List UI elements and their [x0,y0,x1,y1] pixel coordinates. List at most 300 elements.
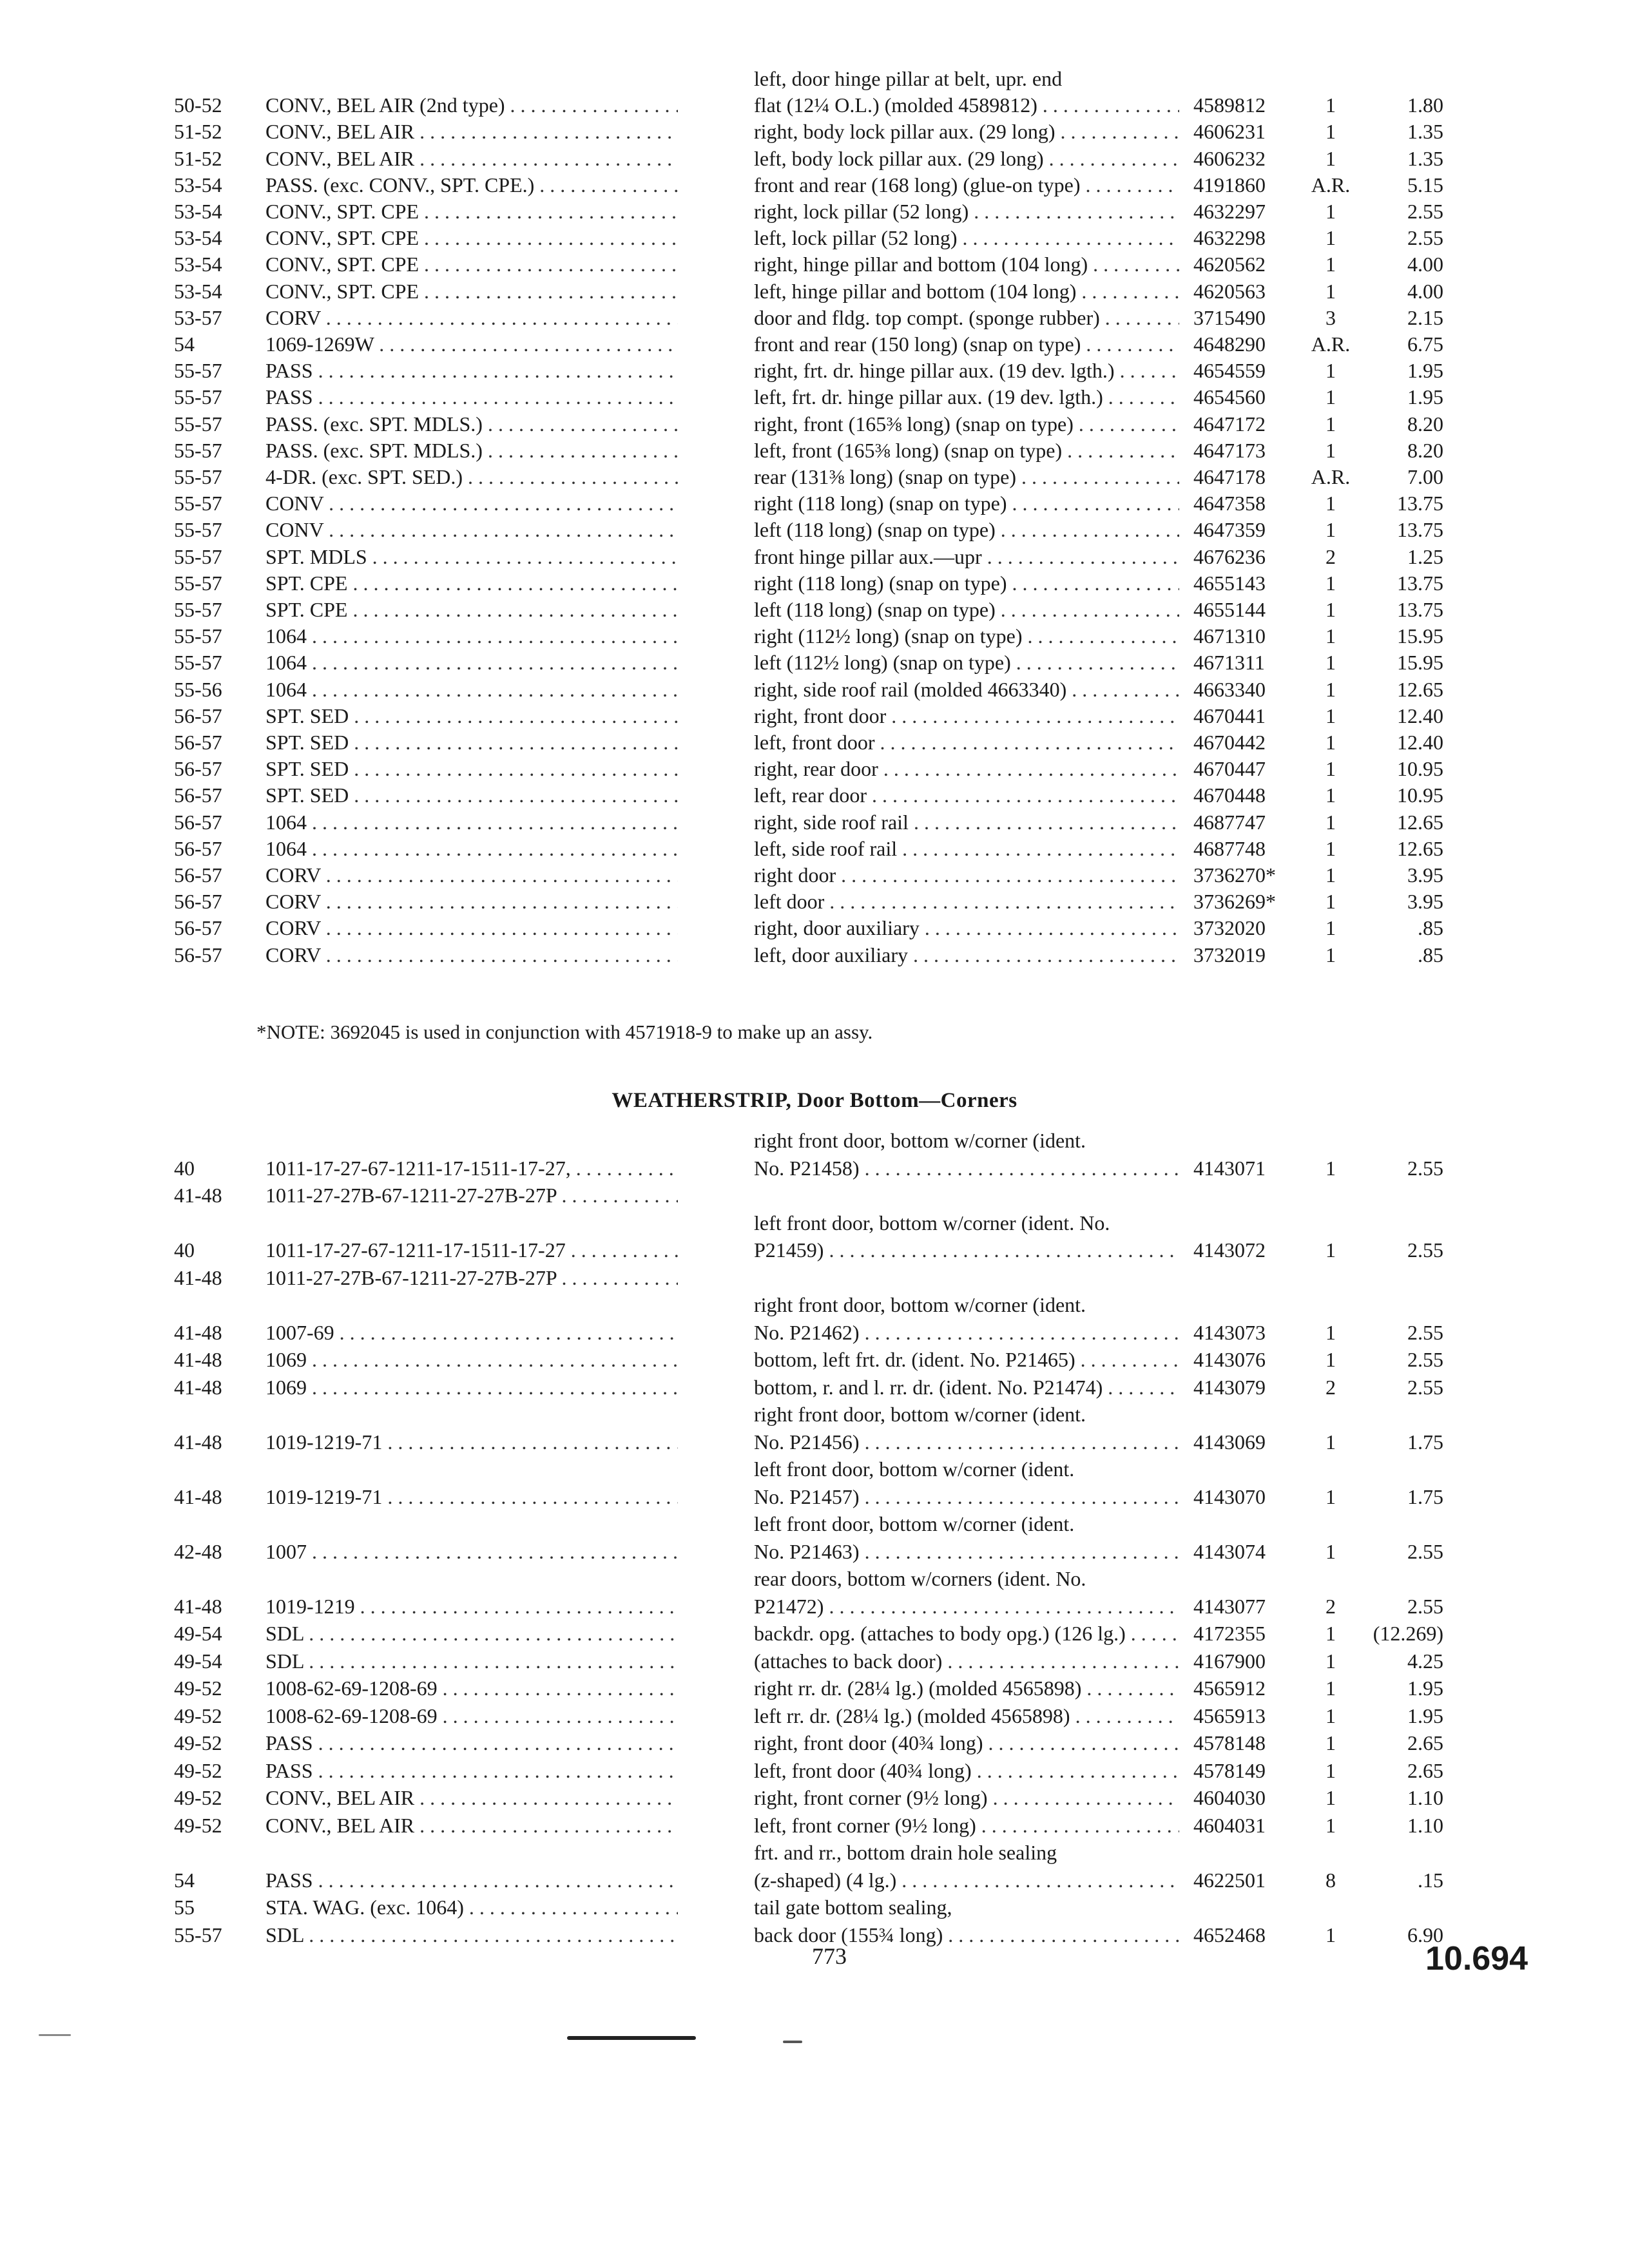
part-number-cell: 4648290 [1193,332,1266,356]
price-cell: 1.10 [1407,1813,1443,1837]
table-row [0,622,1629,650]
part-number-cell: 4670442 [1193,731,1266,754]
description-cell: left rr. dr. (28¼ lg.) (molded 4565898) . . . [754,1702,1179,1730]
year-cell: 41-48 [174,1594,222,1618]
price-cell: 2.55 [1407,1238,1443,1262]
part-number-cell: 4606231 [1193,120,1266,144]
quantity-cell: 1 [1325,863,1336,887]
year-cell: 56-57 [174,757,222,781]
table-row [0,1702,1629,1730]
part-number-cell: 4632297 [1193,200,1266,223]
part-number-cell: 4143069 [1193,1430,1266,1454]
description-cell: right, front door (40¾ long) . . . [754,1729,1179,1757]
year-cell: 55-57 [174,385,222,409]
description-cell: front hinge pillar aux.—upr . . . [754,543,1179,571]
year-cell: 54 [174,332,195,356]
part-number-cell: 4687748 [1193,836,1266,860]
price-cell: 12.40 [1397,704,1443,727]
description-cell: left, rear door . . . [754,781,1179,809]
description-cell: left (118 long) (snap on type) . . . [754,515,1179,544]
footnote: *NOTE: 3692045 is used in conjunction with 4571918-9 to make up an assy. [256,1021,873,1043]
description-cell: left, side roof rail . . . [754,834,1179,863]
description-cell: right front door, bottom w/corner (ident. [754,1293,1086,1316]
price-cell: 2.65 [1407,1758,1443,1782]
part-number-cell: 4647358 [1193,492,1266,515]
quantity-cell: 1 [1325,1923,1336,1946]
quantity-cell: 1 [1325,731,1336,754]
price-cell: 2.55 [1407,1156,1443,1180]
part-number-cell: 4191860 [1193,173,1266,197]
model-cell: 1011-27-27B-67-1211-27-27B-27P . . . [265,1264,678,1292]
year-cell: 53-54 [174,200,222,223]
model-cell: SPT. CPE . . . [265,569,678,597]
description-cell: left, lock pillar (52 long) . . . [754,224,1179,252]
part-number-cell: 4143071 [1193,1156,1266,1180]
part-number-cell: 3736270* [1193,863,1276,887]
quantity-cell: 1 [1325,279,1336,303]
price-cell: 10.95 [1397,783,1443,807]
part-number-cell: 4620562 [1193,253,1266,276]
year-cell: 50-52 [174,93,222,117]
table-row [0,489,1629,517]
price-cell: 1.95 [1407,1677,1443,1700]
part-number-cell: 4143070 [1193,1485,1266,1508]
price-cell: 3.95 [1407,890,1443,914]
description-cell: right (118 long) (snap on type) . . . [754,569,1179,597]
year-cell: 54 [174,1868,195,1892]
table-row [0,595,1629,624]
quantity-cell: 2 [1325,544,1336,568]
model-cell: SPT. SED . . . [265,754,678,783]
model-cell: 4-DR. (exc. SPT. SED.) . . . [265,463,678,491]
table-row [0,1510,1629,1538]
year-cell: 55-56 [174,677,222,701]
table-row [0,1483,1629,1511]
price-cell: .15 [1418,1868,1443,1892]
description-cell: No. P21458) . . . [754,1154,1179,1182]
part-number-cell: 4143072 [1193,1238,1266,1262]
document-reference: 10.694 [1425,1940,1528,1977]
year-cell: 56-57 [174,783,222,807]
model-cell: 1069-1269W . . . [265,330,678,358]
description-cell: right, front corner (9½ long) . . . [754,1783,1179,1812]
price-cell: 2.55 [1407,1594,1443,1618]
price-cell: 1.25 [1407,544,1443,568]
part-number-cell: 4143074 [1193,1539,1266,1563]
table-row [0,277,1629,305]
table-row [0,543,1629,571]
quantity-cell: 2 [1325,1594,1336,1618]
description-cell: No. P21457) . . . [754,1483,1179,1511]
quantity-cell: 1 [1325,1238,1336,1262]
model-cell: PASS. (exc. SPT. MDLS.) . . . [265,410,678,438]
section-title-main: WEATHERSTRIP, [612,1089,792,1112]
description-cell: right door . . . [754,861,1179,889]
table-row [0,861,1629,889]
year-cell: 56-57 [174,836,222,860]
model-cell: PASS. (exc. CONV., SPT. CPE.) . . . [265,171,678,199]
description-cell: No. P21462) . . . [754,1318,1179,1347]
part-number-cell: 3736269* [1193,890,1276,914]
year-cell: 55-57 [174,1923,222,1946]
price-cell: 10.95 [1397,757,1443,781]
description-cell: back door (155¾ long) . . . [754,1921,1179,1949]
part-number-cell: 4652468 [1193,1923,1266,1946]
model-cell: 1069 . . . [265,1373,678,1401]
price-cell: 5.15 [1407,173,1443,197]
price-cell: 2.55 [1407,226,1443,250]
price-cell: 1.95 [1407,385,1443,409]
year-cell: 41-48 [174,1320,222,1344]
table-row [0,1756,1629,1785]
model-cell: PASS. (exc. SPT. MDLS.) . . . [265,436,678,465]
year-cell: 49-54 [174,1649,222,1673]
table-row [0,1373,1629,1401]
year-cell: 55-57 [174,544,222,568]
price-cell: 2.15 [1407,305,1443,329]
price-cell: 1.35 [1407,146,1443,170]
table-row [0,781,1629,809]
table-row [0,1126,1629,1155]
quantity-cell: 1 [1325,492,1336,515]
description-cell: right, side roof rail (molded 4663340) . . . [754,675,1179,704]
description-cell: right rr. dr. (28¼ lg.) (molded 4565898) . . . [754,1674,1179,1702]
model-cell: CORV . . . [265,303,678,332]
table-row [0,1318,1629,1347]
price-cell: 13.75 [1397,598,1443,621]
price-cell: .85 [1418,916,1443,940]
description-cell: No. P21456) . . . [754,1428,1179,1456]
year-cell: 41-48 [174,1348,222,1371]
table-row [0,1647,1629,1675]
table-row [0,330,1629,358]
description-cell: right front door, bottom w/corner (ident. [754,1403,1086,1426]
year-cell: 55-57 [174,518,222,542]
price-cell: 15.95 [1397,624,1443,648]
year-cell: 55-57 [174,359,222,383]
quantity-cell: 1 [1325,943,1336,966]
table-row [0,1674,1629,1702]
model-cell: SPT. SED . . . [265,702,678,730]
page-number: 773 [812,1943,847,1969]
year-cell: 49-52 [174,1786,222,1809]
description-cell: flat (12¼ O.L.) (molded 4589812) . . . [754,91,1179,119]
year-cell: 49-52 [174,1677,222,1700]
quantity-cell: A.R. [1311,173,1351,197]
part-number-cell: 4172355 [1193,1622,1266,1645]
description-cell: P21459) . . . [754,1236,1179,1264]
quantity-cell: 1 [1325,598,1336,621]
quantity-cell: 1 [1325,836,1336,860]
model-cell: CONV., BEL AIR . . . [265,144,678,173]
description-cell: P21472) . . . [754,1592,1179,1620]
part-number-cell: 4671311 [1193,651,1265,675]
year-cell: 49-52 [174,1813,222,1837]
quantity-cell: 2 [1325,1375,1336,1399]
table-row [0,91,1629,119]
model-cell: CONV., SPT. CPE . . . [265,197,678,226]
year-cell: 55 [174,1896,195,1919]
table-row [0,436,1629,465]
table-row [0,1811,1629,1840]
quantity-cell: 1 [1325,93,1336,117]
model-cell: CORV . . . [265,941,678,969]
year-cell: 53-57 [174,305,222,329]
table-row [0,1537,1629,1566]
year-cell: 55-57 [174,492,222,515]
quantity-cell: 1 [1325,120,1336,144]
model-cell: CORV . . . [265,914,678,942]
part-number-cell: 4589812 [1193,93,1266,117]
quantity-cell: 1 [1325,253,1336,276]
part-number-cell: 4622501 [1193,1868,1266,1892]
part-number-cell: 4670447 [1193,757,1266,781]
year-cell: 55-57 [174,412,222,436]
table-row [0,1455,1629,1483]
model-cell: 1019-1219-71 . . . [265,1428,678,1456]
year-cell: 53-54 [174,253,222,276]
part-number-cell: 4647172 [1193,412,1266,436]
table-row [0,383,1629,411]
price-cell: (12.269) [1373,1622,1443,1645]
model-cell: 1064 . . . [265,622,678,650]
quantity-cell: 1 [1325,677,1336,701]
year-cell: 55-57 [174,598,222,621]
part-number-cell: 4578149 [1193,1758,1266,1782]
description-cell: left, door hinge pillar at belt, upr. end [754,67,1063,90]
model-cell: CONV . . . [265,489,678,517]
model-cell: PASS . . . [265,383,678,411]
model-cell: 1008-62-69-1208-69 . . . [265,1702,678,1730]
quantity-cell: 1 [1325,438,1336,462]
quantity-cell: 1 [1325,651,1336,675]
table-row [0,1893,1629,1921]
price-cell: 13.75 [1397,518,1443,542]
quantity-cell: 1 [1325,1813,1336,1837]
part-number-cell: 4606232 [1193,146,1266,170]
model-cell: CORV . . . [265,861,678,889]
model-cell: CONV., BEL AIR . . . [265,117,678,146]
table-row [0,1236,1629,1264]
price-cell: 13.75 [1397,571,1443,595]
model-cell: SDL . . . [265,1647,678,1675]
model-cell: PASS . . . [265,1756,678,1785]
quantity-cell: 1 [1325,146,1336,170]
quantity-cell: 1 [1325,704,1336,727]
table-row [0,1866,1629,1894]
year-cell: 41-48 [174,1265,222,1289]
description-cell: right, door auxiliary . . . [754,914,1179,942]
description-cell: right, front (165⅜ long) (snap on type) . . . [754,410,1179,438]
quantity-cell: 1 [1325,1156,1336,1180]
quantity-cell: 1 [1325,783,1336,807]
table-row [0,1181,1629,1209]
year-cell: 55-57 [174,651,222,675]
model-cell: SPT. SED . . . [265,781,678,809]
part-number-cell: 4670441 [1193,704,1266,727]
quantity-cell: 1 [1325,1348,1336,1371]
year-cell: 53-54 [174,173,222,197]
part-number-cell: 4167900 [1193,1649,1266,1673]
part-number-cell: 4687747 [1193,810,1266,834]
year-cell: 49-52 [174,1704,222,1727]
description-cell: (attaches to back door) . . . [754,1647,1179,1675]
description-cell: left front door, bottom w/corner (ident. No. [754,1211,1110,1235]
part-number-cell: 4655144 [1193,598,1266,621]
quantity-cell: 1 [1325,810,1336,834]
table-row [0,728,1629,756]
part-number-cell: 4565912 [1193,1677,1266,1700]
price-cell: 1.80 [1407,93,1443,117]
table-row [0,941,1629,969]
year-cell: 55-57 [174,438,222,462]
model-cell: CONV., SPT. CPE . . . [265,250,678,278]
table-row [0,197,1629,226]
table-row [0,356,1629,385]
quantity-cell: 1 [1325,1704,1336,1727]
description-cell: door and fldg. top compt. (sponge rubber) . . . [754,303,1179,332]
year-cell: 55-57 [174,465,222,488]
quantity-cell: 1 [1325,1786,1336,1809]
part-number-cell: 4604030 [1193,1786,1266,1809]
price-cell: 1.35 [1407,120,1443,144]
description-cell: bottom, r. and l. rr. dr. (ident. No. P21474) . . . [754,1373,1179,1401]
price-cell: 13.75 [1397,492,1443,515]
year-cell: 53-54 [174,226,222,250]
table-row [0,1783,1629,1812]
scan-artifact [783,2041,802,2043]
year-cell: 49-54 [174,1622,222,1645]
year-cell: 42-48 [174,1539,222,1563]
description-cell: left, front (165⅜ long) (snap on type) . . . [754,436,1179,465]
table-row [0,303,1629,332]
table-row [0,64,1629,93]
model-cell: SDL . . . [265,1921,678,1949]
table-row [0,648,1629,677]
description-cell: left, front corner (9½ long) . . . [754,1811,1179,1840]
part-number-cell: 4604031 [1193,1813,1266,1837]
part-number-cell: 4671310 [1193,624,1266,648]
table-row [0,914,1629,942]
quantity-cell: 1 [1325,624,1336,648]
description-cell: right, frt. dr. hinge pillar aux. (19 dev. lgth.) . . . [754,356,1179,385]
model-cell: 1019-1219-71 . . . [265,1483,678,1511]
description-cell: rear doors, bottom w/corners (ident. No. [754,1567,1086,1590]
quantity-cell: 1 [1325,385,1336,409]
part-number-cell: 4663340 [1193,677,1266,701]
table-row [0,1838,1629,1867]
quantity-cell: 1 [1325,412,1336,436]
quantity-cell: 1 [1325,1677,1336,1700]
part-number-cell: 3715490 [1193,305,1266,329]
description-cell: left door . . . [754,887,1179,916]
price-cell: 1.75 [1407,1485,1443,1508]
year-cell: 56-57 [174,890,222,914]
quantity-cell: 1 [1325,916,1336,940]
table-row [0,224,1629,252]
price-cell: 2.55 [1407,200,1443,223]
description-cell: left, front door (40¾ long) . . . [754,1756,1179,1785]
table-row [0,410,1629,438]
price-cell: 2.55 [1407,1539,1443,1563]
model-cell: CONV., BEL AIR . . . [265,1783,678,1812]
model-cell: 1064 . . . [265,834,678,863]
part-number-cell: 4655143 [1193,571,1266,595]
model-cell: CONV., BEL AIR (2nd type) . . . [265,91,678,119]
price-cell: .85 [1418,943,1443,966]
table-row [0,754,1629,783]
description-cell: right, hinge pillar and bottom (104 long) . . . [754,250,1179,278]
quantity-cell: 1 [1325,226,1336,250]
model-cell: CONV., BEL AIR . . . [265,1811,678,1840]
price-cell: 2.55 [1407,1320,1443,1344]
table-row [0,702,1629,730]
price-cell: 1.75 [1407,1430,1443,1454]
part-number-cell: 4143077 [1193,1594,1266,1618]
model-cell: CONV., SPT. CPE . . . [265,277,678,305]
part-number-cell: 4647178 [1193,465,1266,488]
part-number-cell: 4647359 [1193,518,1266,542]
price-cell: 12.65 [1397,810,1443,834]
quantity-cell: 1 [1325,1485,1336,1508]
quantity-cell: 1 [1325,1758,1336,1782]
price-cell: 2.65 [1407,1731,1443,1754]
part-number-cell: 4143073 [1193,1320,1266,1344]
table-row [0,1564,1629,1593]
year-cell: 55-57 [174,571,222,595]
price-cell: 1.95 [1407,1704,1443,1727]
model-cell: SPT. MDLS . . . [265,543,678,571]
year-cell: 41-48 [174,1184,222,1207]
year-cell: 56-57 [174,916,222,940]
table-row [0,144,1629,173]
model-cell: 1011-17-27-67-1211-17-1511-17-27 . . . [265,1236,678,1264]
year-cell: 55-57 [174,624,222,648]
table-row [0,887,1629,916]
quantity-cell: 1 [1325,518,1336,542]
description-cell: tail gate bottom sealing, [754,1896,952,1919]
part-number-cell: 3732019 [1193,943,1266,966]
description-cell: right, front door . . . [754,702,1179,730]
quantity-cell: 3 [1325,305,1336,329]
price-cell: 4.00 [1407,253,1443,276]
price-cell: 15.95 [1397,651,1443,675]
model-cell: PASS . . . [265,356,678,385]
model-cell: 1011-17-27-67-1211-17-1511-17-27, . . . [265,1154,678,1182]
description-cell: frt. and rr., bottom drain hole sealing [754,1841,1057,1864]
table-row [0,1729,1629,1757]
table-row [0,171,1629,199]
model-cell: 1064 . . . [265,808,678,836]
quantity-cell: 1 [1325,359,1336,383]
quantity-cell: 1 [1325,571,1336,595]
quantity-cell: 1 [1325,1430,1336,1454]
price-cell: 7.00 [1407,465,1443,488]
table-row [0,1264,1629,1292]
table-row [0,1619,1629,1648]
part-number-cell: 4565913 [1193,1704,1266,1727]
quantity-cell: A.R. [1311,332,1351,356]
year-cell: 41-48 [174,1375,222,1399]
table-row [0,463,1629,491]
year-cell: 56-57 [174,863,222,887]
quantity-cell: A.R. [1311,465,1351,488]
model-cell: CONV., SPT. CPE . . . [265,224,678,252]
part-number-cell: 4654560 [1193,385,1266,409]
scan-artifact [567,2036,696,2040]
quantity-cell: 1 [1325,890,1336,914]
description-cell: left (112½ long) (snap on type) . . . [754,648,1179,677]
